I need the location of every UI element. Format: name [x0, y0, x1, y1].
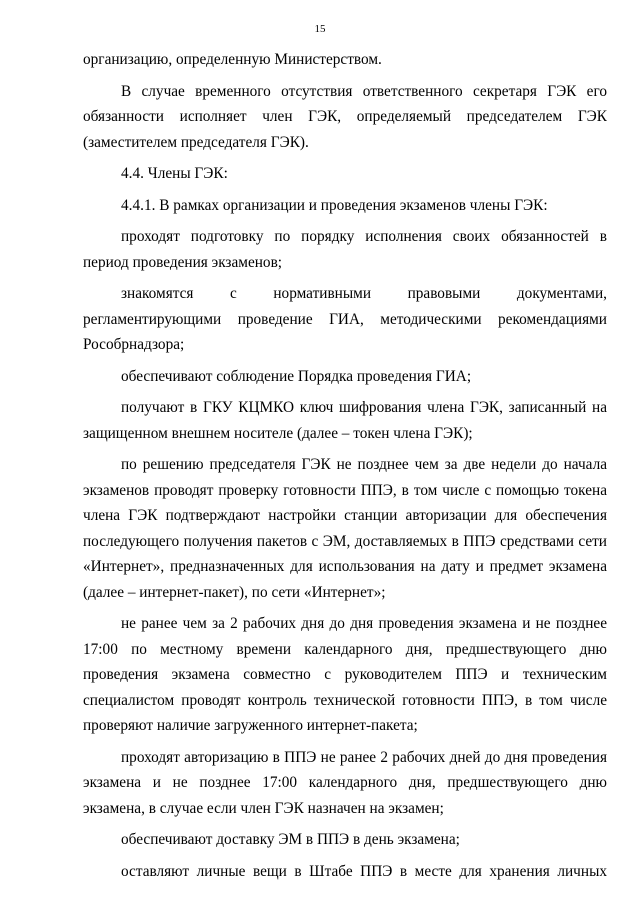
list-item: обеспечивают доставку ЭМ в ППЭ в день экзамена; — [121, 831, 460, 848]
document-body — [83, 47, 607, 884]
subsection-heading: 4.4.1. В рамках организации и проведения экзаменов члены ГЭК: — [121, 196, 548, 214]
list-item: получают в ГКУ КЦМКО ключ шифрования члена ГЭК, записанный на защищенном внешнем носителе (далее – токен члена ГЭК); — [83, 399, 607, 442]
list-item: проходят подготовку по порядку исполнения своих обязанностей в период проведения экзаменов; — [83, 228, 607, 271]
list-item: обеспечивают соблюдение Порядка проведения ГИА; — [121, 367, 472, 385]
section-heading: 4.4. Члены ГЭК: — [121, 165, 228, 182]
paragraph: организацию, определенную Министерством. — [83, 51, 382, 68]
list-item: знакомятся с нормативными правовыми документами, регламентирующими проведение ГИА, методическими рекомендациями Рособрнадзора; — [83, 285, 607, 353]
list-item: не ранее чем за 2 рабочих дня до дня проведения экзамена и не позднее 17:00 по местному времени календарного дня, предшествующего дню проведения экзамена совместно с руководителем ППЭ и техническим специалистом проводят контроль технической готовности ППЭ, в том числе проверяют наличие загруженного интернет-пакета; — [83, 615, 607, 734]
list-item: оставляют личные вещи в Штабе ППЭ в месте для хранения личных — [121, 862, 607, 880]
page-number: 15 — [314, 23, 326, 35]
paragraph: В случае временного отсутствия ответственного секретаря ГЭК его обязанности исполняет член ГЭК, определяемый председателем ГЭК (заместителем председателя ГЭК). — [83, 82, 607, 151]
list-item: проходят авторизацию в ППЭ не ранее 2 рабочих дней до дня проведения экзамена и не позднее 17:00 календарного дня, предшествующего дню экзамена, в случае если член ГЭК назначен на экзамен; — [83, 748, 607, 817]
list-item: по решению председателя ГЭК не позднее чем за две недели до начала экзаменов проводят проверку готовности ППЭ, в том числе с помощью токена члена ГЭК подтверждают настройки станции авторизации для обеспечения последующего получения пакетов с ЭМ, доставляемых в ППЭ средствами сети «Интернет», предназначенных для использования на дату и предмет экзамена (далее – интернет-пакет), по сети «Интернет»; — [83, 456, 607, 601]
